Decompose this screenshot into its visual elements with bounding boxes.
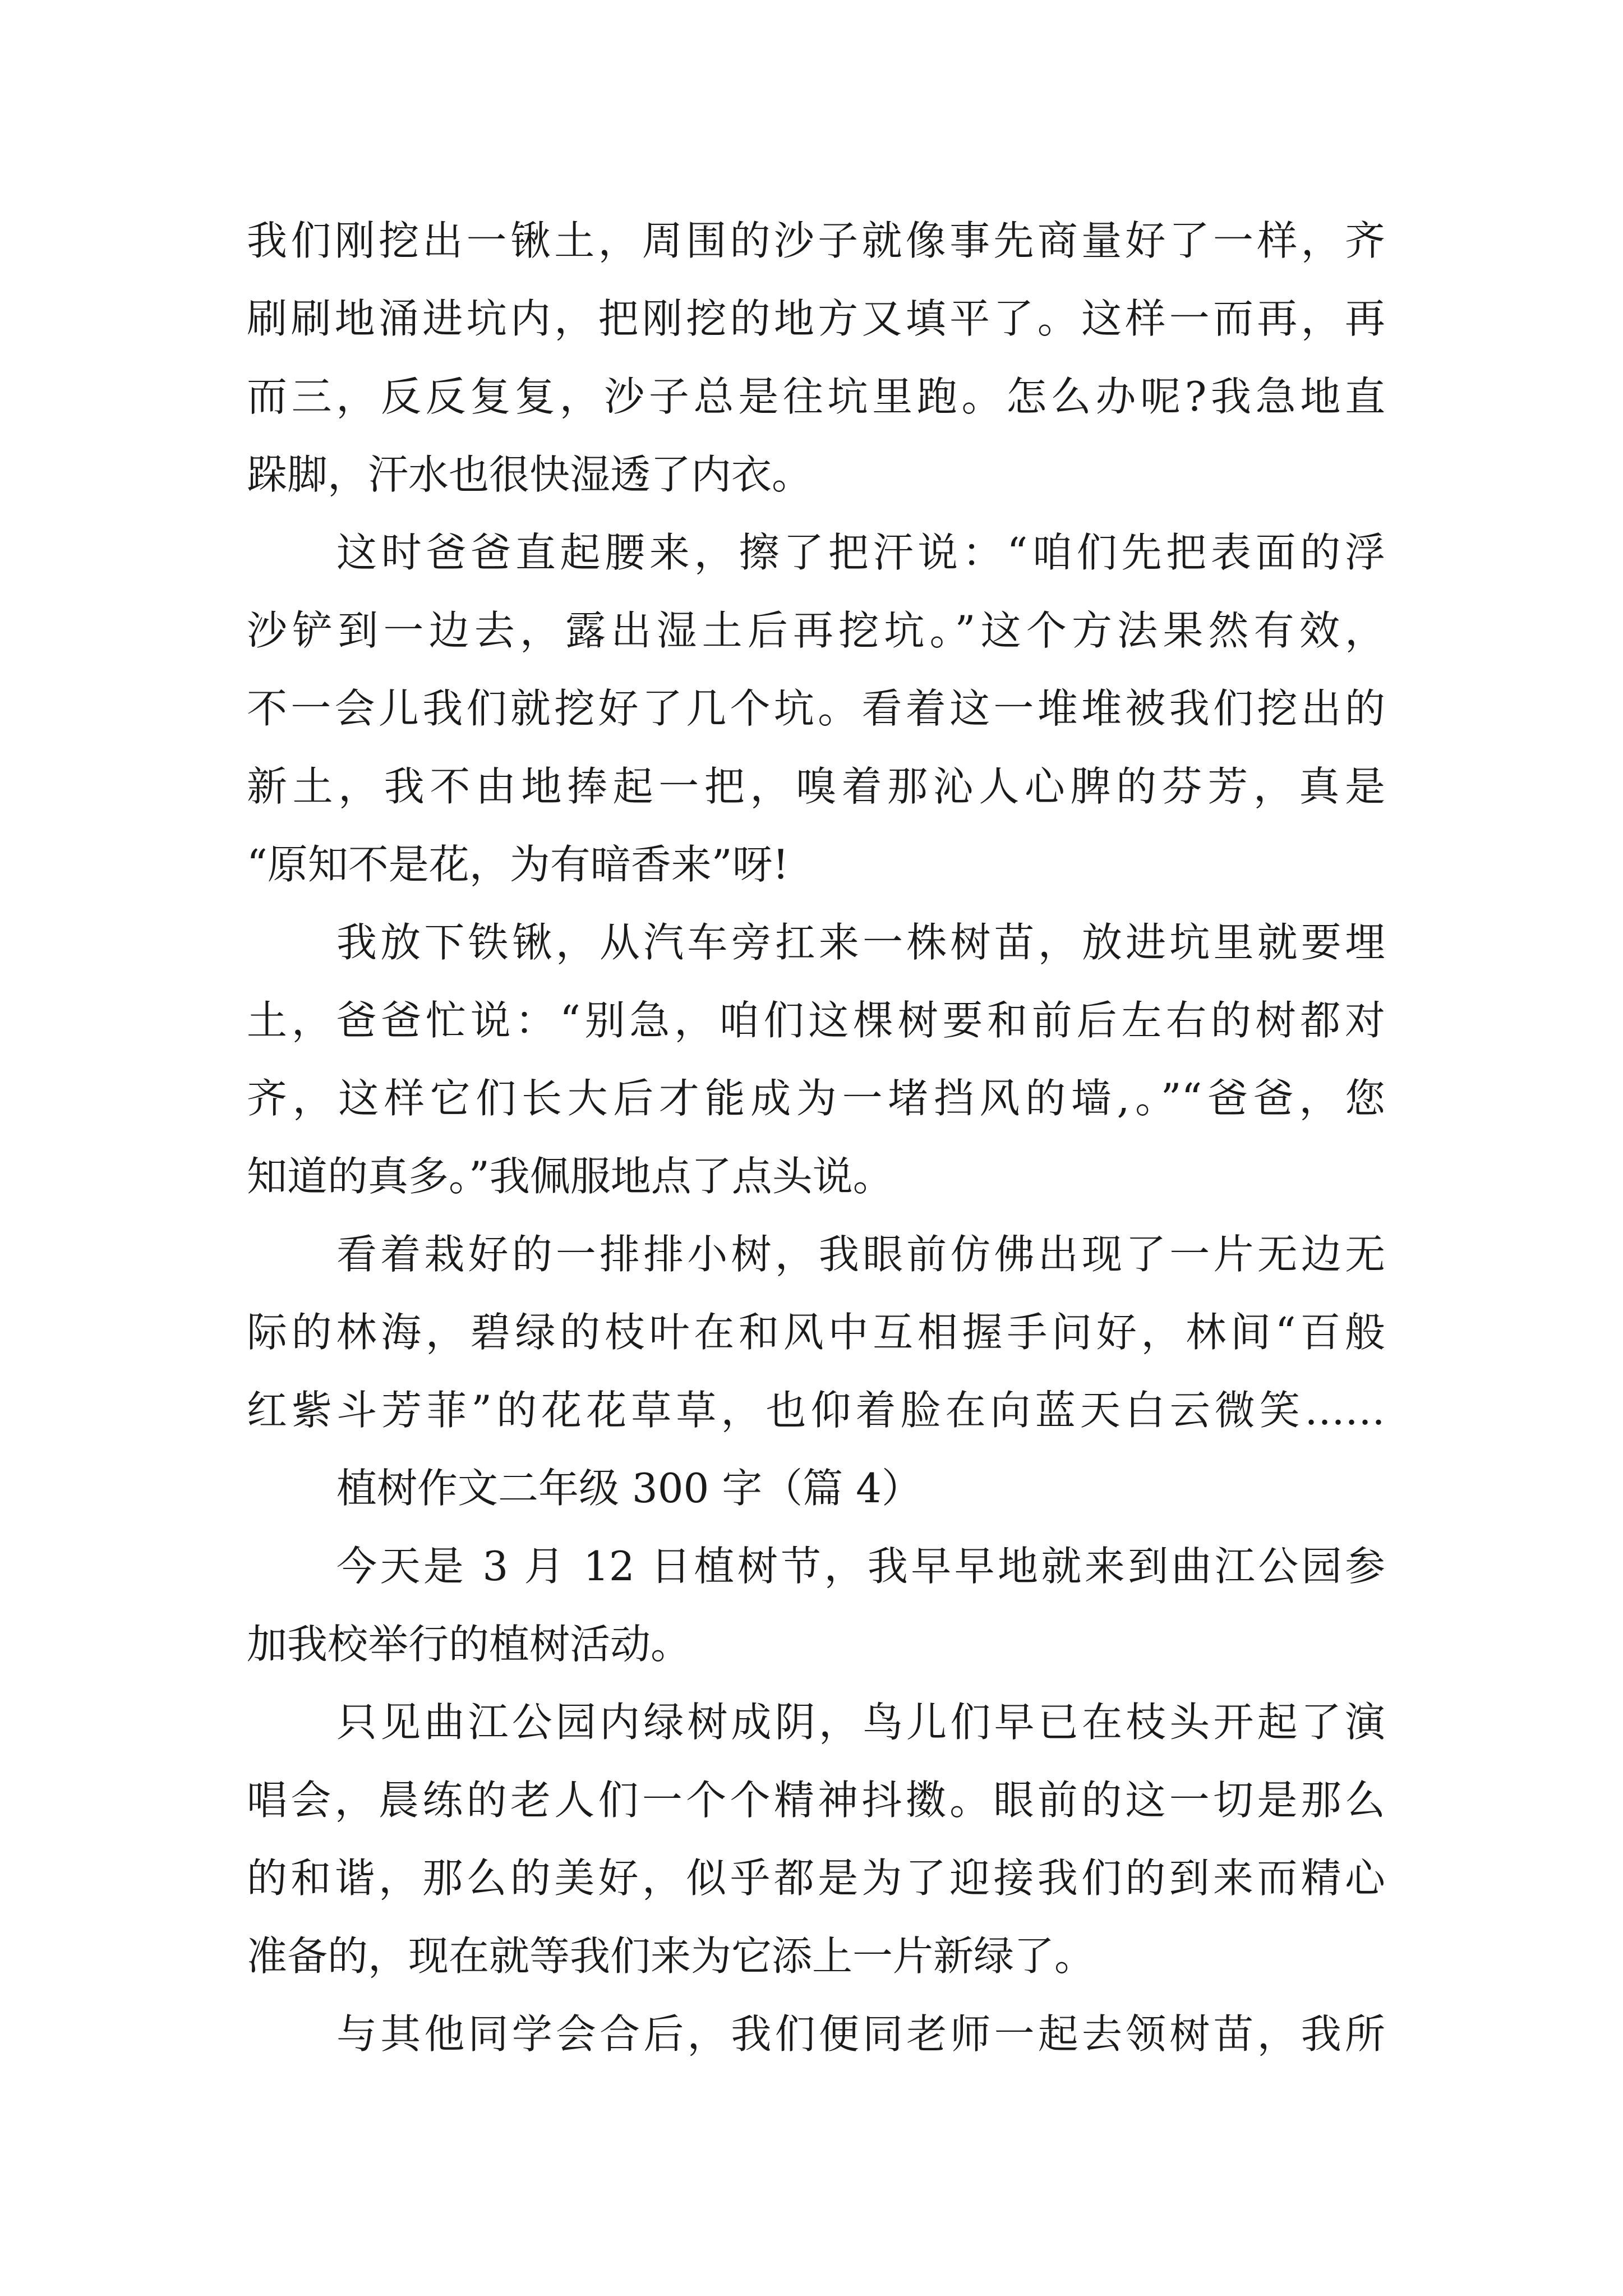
paragraph-first-line: 看着栽好的一排排小树，我眼前仿佛出现了一片无边无	[336, 1231, 1385, 1278]
text-line: 新土，我不由地捧起一把，嗅着那沁人心脾的芬芳，真是	[247, 763, 1385, 810]
paragraph-first-line: 与其他同学会合后，我们便同老师一起去领树苗，我所	[336, 2010, 1385, 2058]
text-line: 沙铲到一边去，露出湿土后再挖坑。”这个方法果然有效，	[247, 607, 1385, 654]
text-line: 而三，反反复复，沙子总是往坑里跑。怎么办呢?我急地直	[247, 373, 1385, 420]
text-line: 知道的真多。”我佩服地点了点头说。	[247, 1153, 893, 1200]
text-line: 唱会，晨练的老人们一个个精神抖擞。眼前的这一切是那么	[247, 1777, 1385, 1824]
text-line: 准备的，现在就等我们来为它添上一片新绿了。	[247, 1932, 1095, 1980]
section-heading: 植树作文二年级 300 字（篇 4）	[336, 1465, 922, 1512]
text-line: 我们刚挖出一锹土，周围的沙子就像事先商量好了一样，齐	[247, 217, 1385, 264]
text-line: 齐，这样它们长大后才能成为一堵挡风的墙,。”“爸爸，您	[247, 1075, 1385, 1122]
text-line: 加我校举行的植树活动。	[247, 1621, 691, 1668]
text-line: 土，爸爸忙说：“别急，咱们这棵树要和前后左右的树都对	[247, 997, 1385, 1044]
text-line: “原知不是花，为有暗香来”呀!	[247, 841, 789, 888]
paragraph-first-line: 今天是 3 月 12 日植树节，我早早地就来到曲江公园参	[336, 1543, 1385, 1590]
text-line: 红紫斗芳菲”的花花草草，也仰着脸在向蓝天白云微笑……	[247, 1387, 1385, 1434]
paragraph-first-line: 只见曲江公园内绿树成阴，鸟儿们早已在枝头开起了演	[336, 1699, 1385, 1746]
paragraph-first-line: 这时爸爸直起腰来，擦了把汗说：“咱们先把表面的浮	[336, 529, 1385, 576]
text-line: 的和谐，那么的美好，似乎都是为了迎接我们的到来而精心	[247, 1855, 1385, 1902]
text-line: 跺脚，汗水也很快湿透了内衣。	[247, 451, 813, 498]
paragraph-first-line: 我放下铁锹，从汽车旁扛来一株树苗，放进坑里就要埋	[336, 919, 1385, 966]
text-line: 际的林海，碧绿的枝叶在和风中互相握手问好，林间“百般	[247, 1309, 1385, 1356]
text-line: 不一会儿我们就挖好了几个坑。看着这一堆堆被我们挖出的	[247, 685, 1385, 732]
essay-body	[247, 202, 1385, 2073]
text-line: 刷刷地涌进坑内，把刚挖的地方又填平了。这样一而再，再	[247, 295, 1385, 342]
